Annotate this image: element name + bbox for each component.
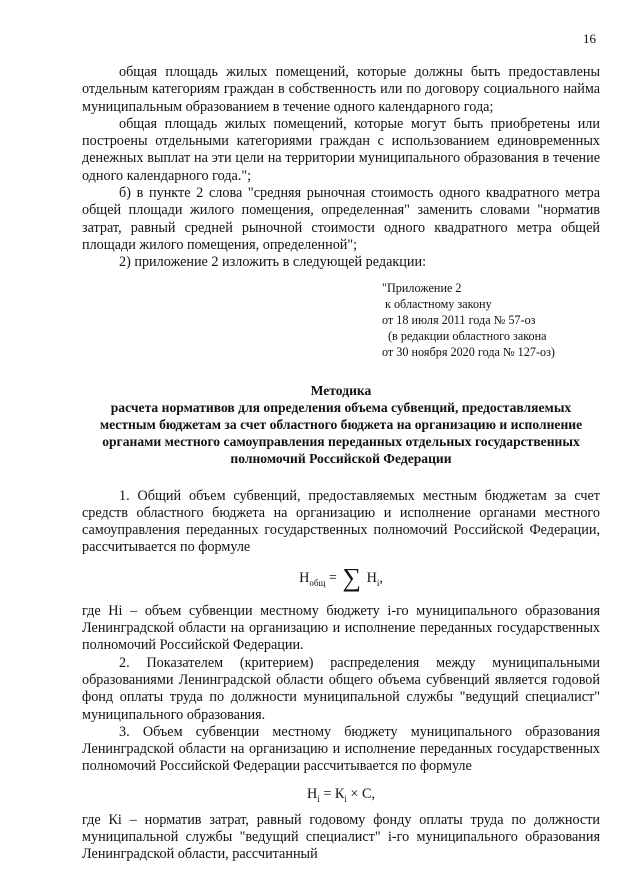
title-line: органами местного самоуправления переданных отдельных государственных [102, 433, 580, 449]
section-1-text: 1. Общий объем субвенций, предоставляемых местным бюджетам за счет средств областного бюджета на организацию и исполнение органами местного самоуправления переданных государственных полномочий Российской Федерации, рассчитывается по формуле [82, 487, 600, 556]
paragraph-amendment-b: б) в пункте 2 слова "средняя рыночная стоимость одного квадратного метра общей площади жилого помещения, определенная" заменить словами "норматив затрат, равный средней рыночной стоимости одного квадратного метра общей площади жилого помещения, определенной"; [82, 185, 600, 253]
title-line: расчета нормативов для определения объема субвенций, предоставляемых [110, 399, 572, 415]
formula-lhs: Н [299, 569, 310, 586]
formula-subvention [82, 784, 600, 804]
paragraph-area-provided: общая площадь жилых помещений, которые должны быть предоставлены отдельным категориям граждан в собственность или по договору социального найма муниципальным образованием в течение одного календарного года; [82, 64, 600, 115]
formula-rhs-subscript: i [376, 577, 380, 588]
appendix-line: к областному закону [385, 296, 492, 311]
document-body [82, 64, 600, 864]
page-number: 16 [583, 31, 596, 46]
title-line: местным бюджетам за счет областного бюджета на организацию и исполнение [99, 416, 583, 432]
title-line: Методика [310, 382, 372, 398]
formula-rhs: Н [366, 569, 377, 586]
paragraph-area-purchased: общая площадь жилых помещений, которые могут быть приобретены или построены отдельными категориями граждан с использованием единовременных денежных выплат на эти цели на территории муниципального образования в течение одного календарного года."; [82, 115, 600, 184]
appendix-line: "Приложение 2 [382, 280, 462, 295]
where-definition-2: где Кi – норматив затрат, равный годовому фонду оплаты труда по должности муниципальной службы "ведущий специалист" i-го муниципального образования Ленинградской области, рассчитанный [82, 811, 600, 863]
section-3-text: 3. Объем субвенции местному бюджету муниципального образования Ленинградской области на организацию и исполнение переданных государственных полномочий Российской Федерации рассчитывается по формуле [82, 723, 600, 775]
formula-lhs-subscript: общ [309, 577, 326, 588]
section-2-text: 2. Показателем (критерием) распределения между муниципальными образованиями Ленинградской области общего объема субвенций является годовой фонд оплаты труда по должности муниципальной службы "ведущий специалист" муниципального образования. [82, 654, 600, 723]
formula-k: К [334, 785, 345, 802]
formula-tail: , [371, 785, 375, 802]
formula-k-subscript: i [344, 793, 347, 804]
formula-equals: = [328, 569, 337, 586]
formula-total [82, 562, 600, 592]
paragraph-amendment-2: 2) приложение 2 изложить в следующей редакции: [119, 254, 427, 271]
formula-c: С [361, 785, 372, 802]
sum-symbol: ∑ [342, 562, 362, 592]
appendix-line: (в редакции областного закона [388, 328, 547, 343]
formula-tail: , [379, 569, 383, 586]
formula-times: × [350, 785, 359, 802]
title-line: полномочий Российской Федерации [230, 450, 452, 466]
appendix-line: от 18 июля 2011 года № 57-оз [382, 312, 536, 327]
formula-equals: = [323, 785, 332, 802]
methodology-title [82, 382, 600, 467]
formula-h: Н [307, 785, 318, 802]
appendix-line: от 30 ноября 2020 года № 127-оз) [382, 344, 555, 359]
where-definition-1: где Нi – объем субвенции местному бюджету i-го муниципального образования Ленинградской области на организацию и исполнение переданных государственных полномочий Российской Федерации. [82, 602, 600, 654]
formula-h-subscript: i [317, 793, 320, 804]
appendix-reference [382, 280, 600, 360]
